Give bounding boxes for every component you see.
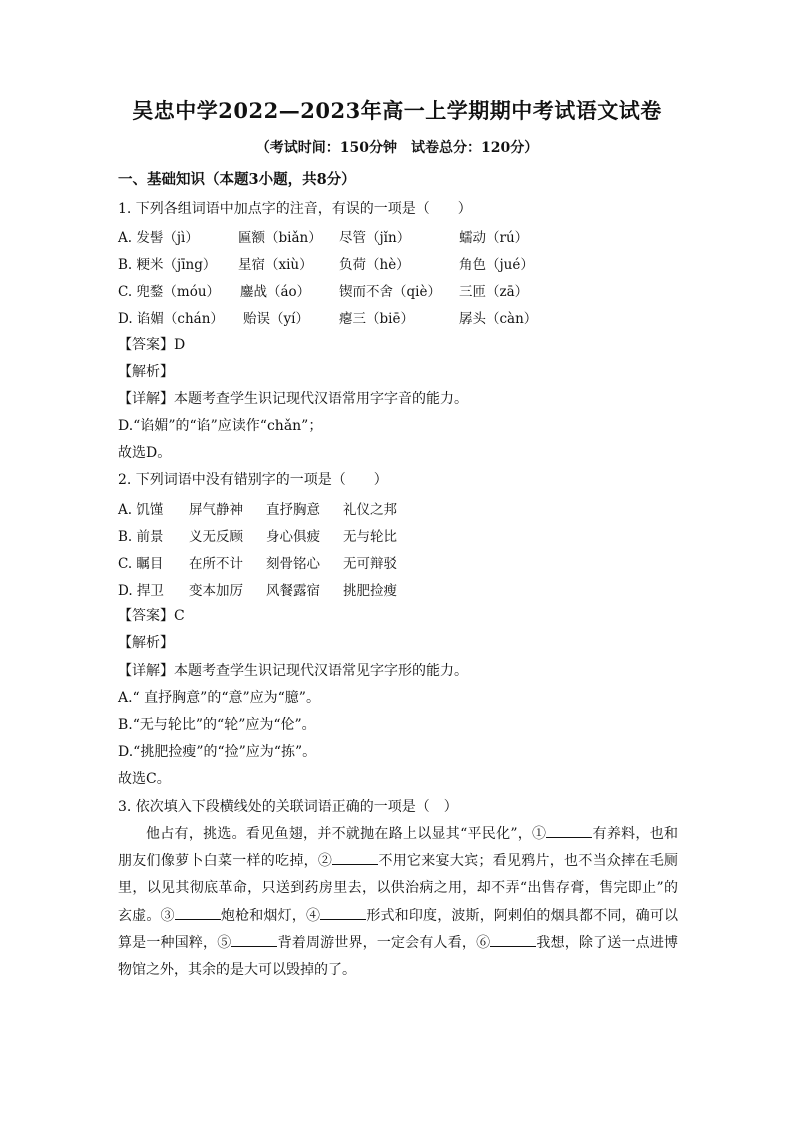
q1-option-b-4: 角色（jué） (459, 257, 534, 273)
q2-option-d-1: D. 捍卫 (118, 583, 164, 599)
q2-analysis-label: 【解析】 (118, 635, 174, 651)
q3-passage-text: 我想，除了送一点进博物馆之外，其余的是大可以毁掉的了。 (118, 934, 679, 979)
q1-option-a-3: 尽管（jǐn） (339, 230, 411, 246)
question-2-stem: 2. 下列词语中没有错别字的一项是（ ） (118, 472, 388, 488)
q1-option-d-4: 孱头（càn） (459, 311, 538, 327)
q2-option-d-3: 风餐露宿 (266, 583, 320, 599)
q1-option-b-2: 星宿（xiù） (238, 257, 313, 273)
q1-option-d-3: 瘪三（biē） (339, 311, 414, 327)
q2-option-c-4: 无可辩驳 (343, 556, 397, 572)
exam-info: （考试时间：150分钟 试卷总分：120分） (255, 140, 539, 156)
q2-option-a-1: A. 饥馑 (118, 502, 164, 518)
q1-answer: 【答案】D (118, 337, 186, 353)
q2-option-b-4: 无与轮比 (343, 529, 397, 545)
blank-1[interactable] (546, 823, 592, 838)
blank-2[interactable] (332, 850, 378, 865)
q3-passage-text: 他占有，挑选。看见鱼翅，并不就抛在路上以显其“平民化”，① (146, 826, 547, 842)
q2-conclusion: 故选C。 (118, 771, 171, 787)
q2-explanation-a: A.“ 直抒胸意”的“意”应为“臆”。 (118, 690, 320, 706)
section-heading: 一、基础知识（本题3小题，共8分） (118, 171, 356, 188)
q2-answer: 【答案】C (118, 608, 185, 624)
q2-option-c-3: 刻骨铭心 (266, 556, 320, 572)
blank-3[interactable] (175, 905, 221, 920)
q1-option-b-1: B. 粳米（jīng） (118, 257, 217, 273)
q2-option-c-1: C. 瞩目 (118, 556, 164, 572)
q1-option-c-3: 锲而不舍（qiè） (339, 284, 441, 300)
q1-detail: 【详解】本题考查学生识记现代汉语常用字字音的能力。 (118, 391, 468, 407)
q1-analysis-label: 【解析】 (118, 364, 174, 380)
q3-passage-text: 背着周游世界，一定会有人看，⑥ (277, 934, 491, 951)
q2-detail: 【详解】本题考查学生识记现代汉语常见字字形的能力。 (118, 663, 468, 679)
q1-explanation: D.“谄媚”的“谄”应读作“chǎn”； (118, 418, 323, 434)
q3-passage-text: 炮枪和烟灯，④ (220, 907, 321, 924)
question-1-stem: 1. 下列各组词语中加点字的注音，有误的一项是（ ） (118, 201, 472, 217)
q3-passage (118, 821, 678, 984)
q1-option-a-2: 匾额（biǎn） (238, 230, 322, 246)
blank-4[interactable] (320, 905, 366, 920)
q3-passage-text: 不用它来宴大宾；看见鸦片，也不当众摔在毛厕里，以见其彻底革命，只送到药房里去，以供治病之用，却不弄“出售存膏，售完即止”的玄虚。③ (118, 853, 679, 924)
q3-passage-text: 形式和印度，波斯，阿剌伯的烟具都不同，确可以算是一种国粹，⑤ (118, 907, 679, 951)
q1-option-d-2: 贻误（yí） (243, 311, 309, 327)
q1-option-c-1: C. 兜鍪（móu） (118, 284, 221, 300)
q2-option-c-2: 在所不计 (189, 556, 243, 572)
q2-option-a-4: 礼仪之邦 (343, 502, 397, 518)
q2-option-b-2: 义无反顾 (189, 529, 243, 545)
q1-option-b-3: 负荷（hè） (339, 257, 410, 273)
q1-option-d-1: D. 谄媚（chán） (118, 311, 224, 327)
q2-option-d-2: 变本加厉 (189, 583, 243, 599)
q1-conclusion: 故选D。 (118, 445, 172, 461)
q1-option-a-1: A. 发髻（jì） (118, 230, 199, 246)
question-3-stem: 3. 依次填入下段横线处的关联词语正确的一项是（ ） (118, 799, 458, 815)
q2-option-b-3: 身心俱疲 (266, 529, 320, 545)
q2-option-a-2: 屏气静神 (189, 502, 243, 518)
q2-option-a-3: 直抒胸意 (266, 502, 320, 518)
q2-explanation-b: B.“无与轮比”的“轮”应为“伦”。 (118, 717, 316, 733)
blank-6[interactable] (490, 932, 536, 947)
q1-option-a-4: 蠕动（rú） (459, 230, 529, 246)
q2-option-d-4: 挑肥捡瘦 (343, 583, 397, 599)
page-title: 吴忠中学2022—2023年高一上学期期中考试语文试卷 (132, 98, 662, 123)
blank-5[interactable] (231, 932, 277, 947)
q1-option-c-2: 鏖战（áo） (240, 284, 311, 300)
q1-option-c-4: 三匝（zā） (459, 284, 529, 300)
q3-passage-text: 有养料，也和朋友们像萝卜白菜一样的吃掉，② (118, 826, 678, 870)
q2-explanation-d: D.“挑肥捡瘦”的“捡”应为“拣”。 (118, 744, 317, 760)
q2-option-b-1: B. 前景 (118, 529, 164, 545)
